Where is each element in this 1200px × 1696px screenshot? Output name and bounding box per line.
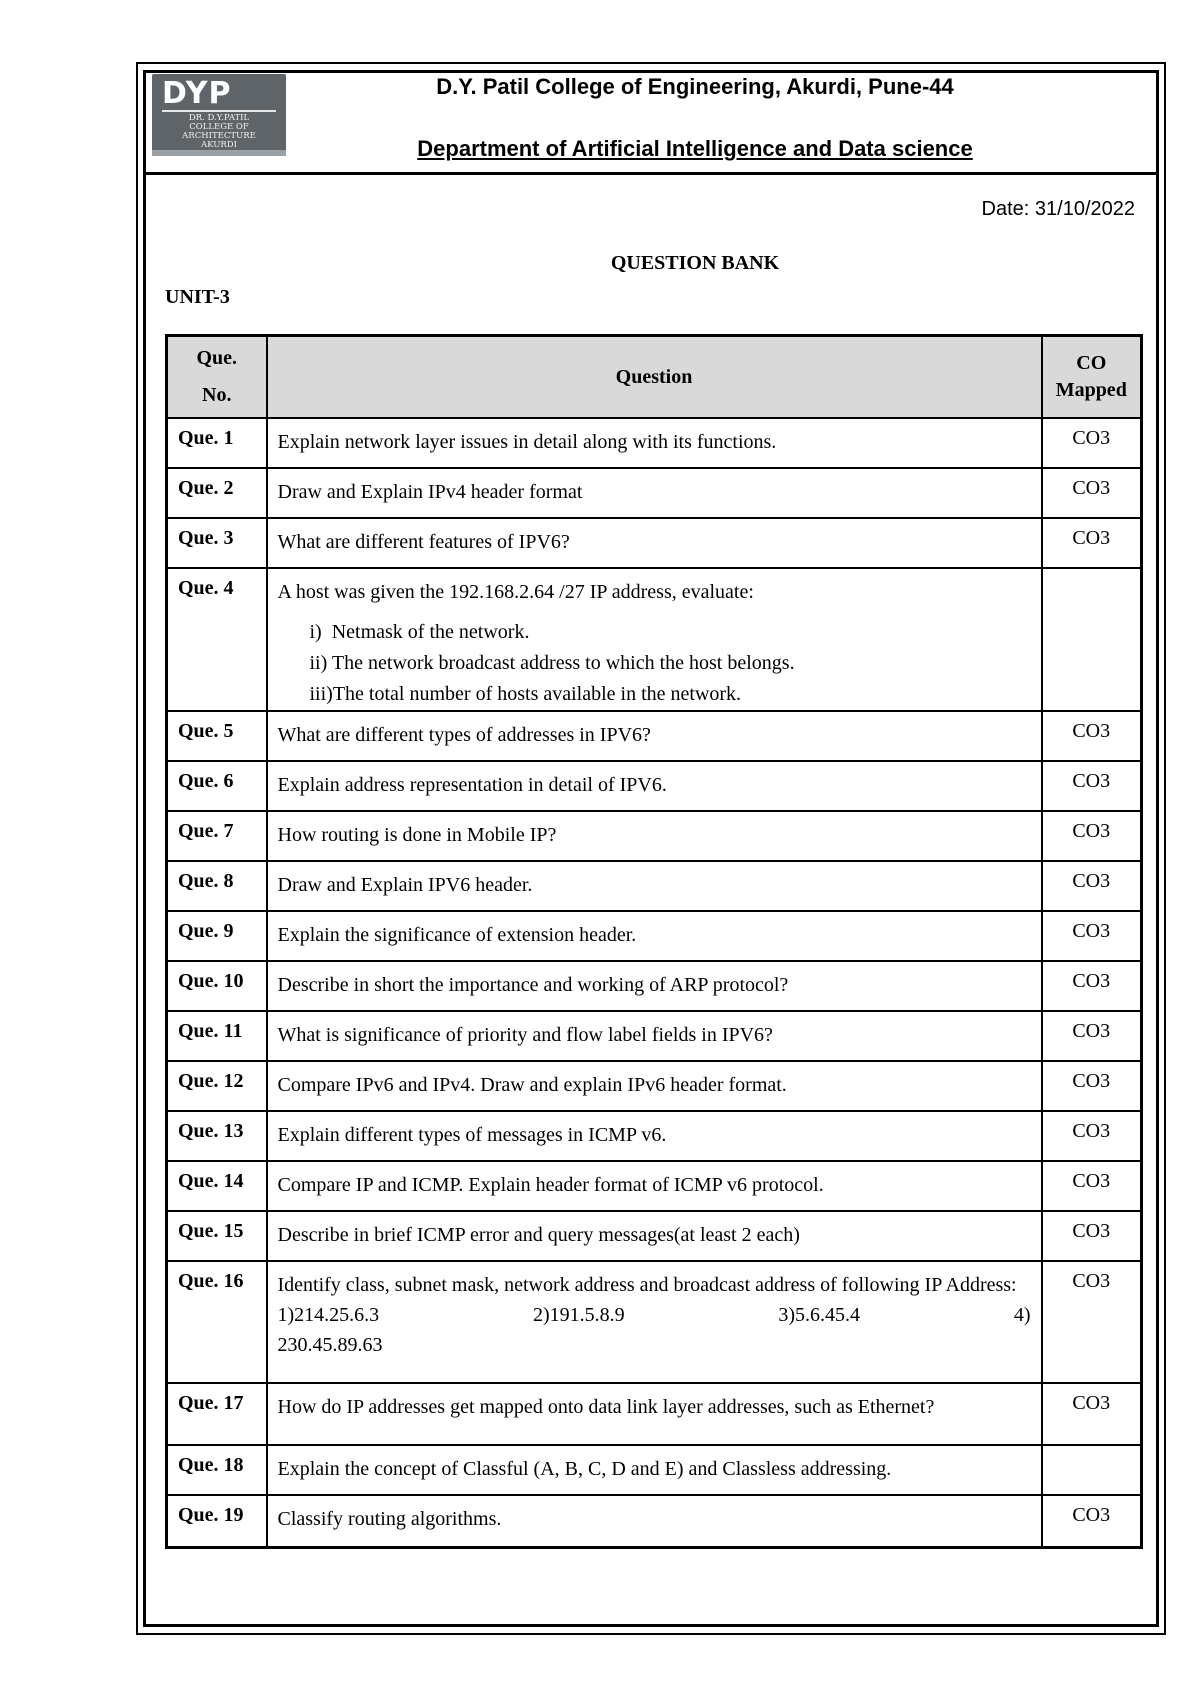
- ip-address: 2)191.5.8.9: [532, 1304, 625, 1326]
- question-number: Que. 11: [167, 1011, 267, 1061]
- table-row: [167, 811, 1142, 861]
- co-mapped: CO3: [1042, 961, 1142, 1011]
- college-logo: [152, 74, 286, 156]
- question-text: Explain different types of messages in ICMP v6.: [267, 1111, 1042, 1161]
- question-number: Que. 14: [167, 1161, 267, 1211]
- question-text: Draw and Explain IPv4 header format: [267, 468, 1042, 518]
- co-mapped: [1042, 1445, 1142, 1495]
- question-number: Que. 1: [167, 418, 267, 468]
- question-text: What is significance of priority and flow label fields in IPV6?: [267, 1011, 1042, 1061]
- question-text: How routing is done in Mobile IP?: [267, 811, 1042, 861]
- ip-address: 3)5.6.45.4: [778, 1304, 861, 1326]
- question-number: Que. 15: [167, 1211, 267, 1261]
- co-mapped: CO3: [1042, 711, 1142, 761]
- co-mapped: CO3: [1042, 1495, 1142, 1547]
- question-text: Draw and Explain IPV6 header.: [267, 861, 1042, 911]
- question-number: Que. 10: [167, 961, 267, 1011]
- table-row: [167, 1211, 1142, 1261]
- page-title: QUESTION BANK: [610, 252, 780, 274]
- ip-address: 1)214.25.6.3: [277, 1304, 380, 1326]
- table-row: [167, 1445, 1142, 1495]
- question-number: Que. 18: [167, 1445, 267, 1495]
- table-row: [167, 1061, 1142, 1111]
- question-number: Que. 3: [167, 518, 267, 568]
- table-header-row: [167, 336, 1142, 419]
- question-stem: A host was given the 192.168.2.64 /27 IP address, evaluate:: [277, 581, 754, 603]
- sub-question: i) Netmask of the network.: [309, 621, 530, 643]
- department-name: Department of Artificial Intelligence and Data science: [417, 136, 973, 161]
- co-mapped: CO3: [1042, 1011, 1142, 1061]
- co-mapped: [1042, 568, 1142, 711]
- question-text: How do IP addresses get mapped onto data link layer addresses, such as Ethernet?: [267, 1383, 1042, 1445]
- logo-base: [152, 150, 286, 156]
- logo-subtitle: DR. D.Y.PATIL COLLEGE OF ARCHITECTURE AKURDI: [182, 113, 256, 150]
- question-text: Describe in short the importance and working of ARP protocol?: [267, 961, 1042, 1011]
- question-table: [165, 334, 1143, 1549]
- question-number: Que. 5: [167, 711, 267, 761]
- co-mapped: CO3: [1042, 1261, 1142, 1383]
- question-text: Compare IPv6 and IPv4. Draw and explain IPv6 header format.: [267, 1061, 1042, 1111]
- co-mapped: CO3: [1042, 1061, 1142, 1111]
- co-mapped: CO3: [1042, 1211, 1142, 1261]
- document-date: Date: 31/10/2022: [981, 198, 1135, 220]
- sub-question: ii) The network broadcast address to which the host belongs.: [309, 652, 795, 674]
- table-row: [167, 1261, 1142, 1383]
- co-mapped: CO3: [1042, 911, 1142, 961]
- question-text: Explain address representation in detail of IPV6.: [267, 761, 1042, 811]
- co-mapped: CO3: [1042, 518, 1142, 568]
- table-row: [167, 1111, 1142, 1161]
- co-mapped: CO3: [1042, 761, 1142, 811]
- table-row: [167, 1383, 1142, 1445]
- co-mapped: CO3: [1042, 1161, 1142, 1211]
- question-number: Que. 4: [167, 568, 267, 711]
- question-number: Que. 16: [167, 1261, 267, 1383]
- question-text: Classify routing algorithms.: [267, 1495, 1042, 1547]
- header-divider: [143, 172, 1159, 175]
- table-row: [167, 1495, 1142, 1547]
- table-row: [167, 468, 1142, 518]
- header-co-mapped: CO Mapped: [1042, 336, 1142, 419]
- question-number: Que. 7: [167, 811, 267, 861]
- co-mapped: CO3: [1042, 418, 1142, 468]
- unit-label: UNIT-3: [165, 286, 230, 308]
- question-text: [267, 1261, 1042, 1383]
- question-number: Que. 2: [167, 468, 267, 518]
- question-number: Que. 19: [167, 1495, 267, 1547]
- question-number: Que. 17: [167, 1383, 267, 1445]
- question-text: Explain the concept of Classful (A, B, C, D and E) and Classless addressing.: [267, 1445, 1042, 1495]
- header-que-no: Que. No.: [167, 336, 267, 419]
- table-row: [167, 711, 1142, 761]
- table-row: [167, 861, 1142, 911]
- sub-question-list: [278, 617, 1031, 710]
- question-text: What are different features of IPV6?: [267, 518, 1042, 568]
- ip-address: 230.45.89.63: [277, 1334, 383, 1356]
- question-text: Compare IP and ICMP. Explain header format of ICMP v6 protocol.: [267, 1161, 1042, 1211]
- table-row: [167, 961, 1142, 1011]
- table-row: [167, 1011, 1142, 1061]
- table-row: [167, 761, 1142, 811]
- question-text: [267, 568, 1042, 711]
- table-row: [167, 911, 1142, 961]
- table-row: [167, 518, 1142, 568]
- question-text: Explain network layer issues in detail along with its functions.: [267, 418, 1042, 468]
- table-row: [167, 1161, 1142, 1211]
- logo-rule: [162, 110, 276, 112]
- question-text: Explain the significance of extension header.: [267, 911, 1042, 961]
- question-number: Que. 9: [167, 911, 267, 961]
- co-mapped: CO3: [1042, 468, 1142, 518]
- college-name: D.Y. Patil College of Engineering, Akurdi, Pune-44: [436, 74, 954, 99]
- co-mapped: CO3: [1042, 1111, 1142, 1161]
- question-number: Que. 6: [167, 761, 267, 811]
- sub-question: iii)The total number of hosts available in the network.: [309, 683, 742, 705]
- table-row: [167, 568, 1142, 711]
- logo-mark: DYP: [162, 76, 232, 111]
- question-text: Describe in brief ICMP error and query messages(at least 2 each): [267, 1211, 1042, 1261]
- question-number: Que. 8: [167, 861, 267, 911]
- question-text: What are different types of addresses in IPV6?: [267, 711, 1042, 761]
- co-mapped: CO3: [1042, 811, 1142, 861]
- question-stem: Identify class, subnet mask, network address and broadcast address of following IP Address:: [277, 1274, 1017, 1296]
- header-question: Question: [267, 336, 1042, 419]
- ip-address: 4): [1013, 1304, 1031, 1326]
- co-mapped: CO3: [1042, 1383, 1142, 1445]
- table-row: [167, 418, 1142, 468]
- co-mapped: CO3: [1042, 861, 1142, 911]
- question-number: Que. 13: [167, 1111, 267, 1161]
- ip-address-list: [278, 1300, 1031, 1330]
- question-number: Que. 12: [167, 1061, 267, 1111]
